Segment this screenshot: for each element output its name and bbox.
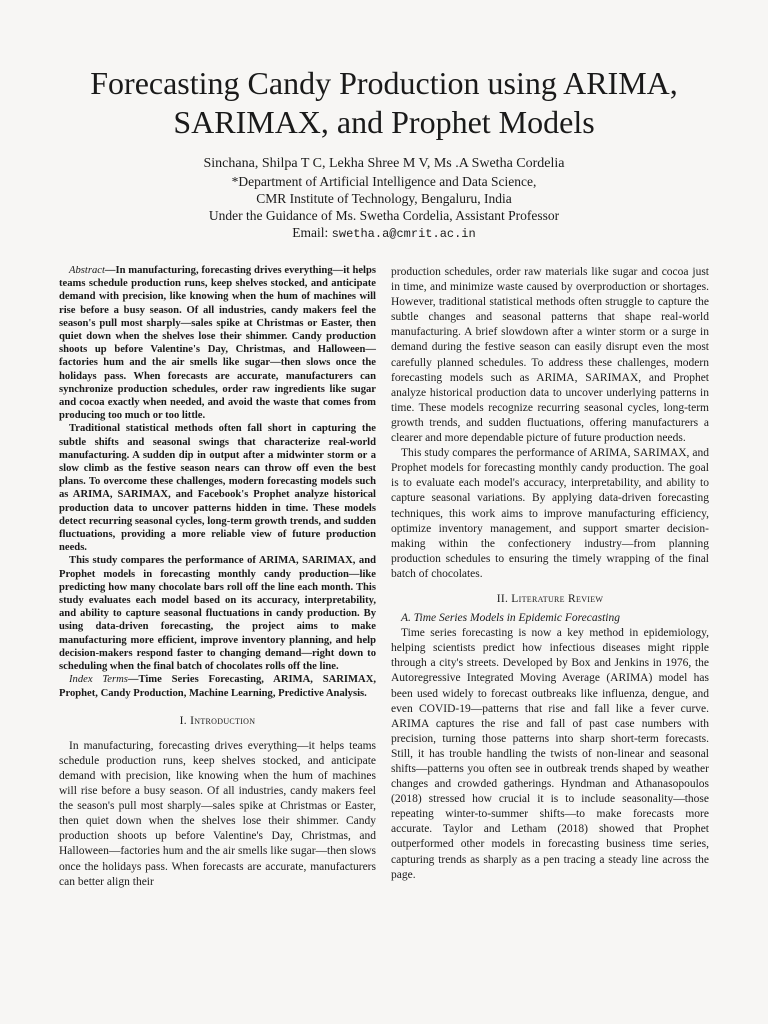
abstract-paragraph-3: This study compares the performance of ARIMA, SARIMAX, and Prophet models in forecasting monthly candy production—like predicting how many chocolate bars roll off the line each month. This study evaluates each model based on its accuracy, interpretability, and ability to capture seasonal fluctuations in candy production. By using data-driven forecasting, the project aims to make manufacturing more efficient, improve inventory planning, and help decision-makers respond faster to changing demand—right down to scheduling when the final batch of chocolates rolls off the line.: [59, 555, 376, 673]
abstract-paragraph-2: Traditional statistical methods often fall short in capturing the subtle shifts and seasonal swings that characterize real-world manufacturing. A sudden dip in output after a midwinter storm or a slow climb as the festive season nears can throw off even the best plans. To overcome these challenges, modern forecasting models such as ARIMA, SARIMAX, and Facebook's Prophet analyze historical production data to uncover patterns hidden in time. These models detect recurring seasonal cycles, long-term growth trends, and sudden fluctuations, providing a more reliable view of future production needs.: [59, 423, 376, 554]
introduction-paragraph-1: In manufacturing, forecasting drives everything—it helps teams schedule production runs, keep shelves stocked, and anticipate demand with precision, like knowing when the hum of machines will rise before a busy season. Of all industries, candy makers feel the season's pull most sharply—sales spike at Christmas or Easter, then quiet down when the shelves lose their shimmer. Candy production shoots up before Valentine's Day, Christmas, and Halloween—factories hum and the air smells like sugar—then slows once the holidays pass. When forecasts are accurate, manufacturers can better align their: [59, 739, 376, 888]
index-terms: Index Terms—Time Series Forecasting, ARIMA, SARIMAX, Prophet, Candy Production, Machine Learning, Predictive Analysis.: [59, 674, 376, 699]
introduction-heading: I. Introduction: [179, 714, 256, 727]
abstract: [59, 264, 376, 700]
index-terms-label: Index Terms: [69, 674, 128, 686]
introduction-study-paragraph: This study compares the performance of ARIMA, SARIMAX, and Prophet models for forecasting monthly candy production. The goal is to evaluate each model's accuracy, interpretability, and ability to capture seasonal variations. By applying data-driven forecasting techniques, this work aims to improve manufacturing efficiency, optimize inventory management, and support smarter decision-making within the confectionery industry—from planning production schedules to ensuring the timely wrapping of the final batch of chocolates.: [391, 447, 709, 580]
email-label: Email:: [292, 225, 332, 240]
affiliation-line-1: *Department of Artificial Intelligence and Data Science,: [231, 174, 537, 189]
title-line-2: SARIMAX, and Prophet Models: [173, 104, 595, 140]
abstract-paragraph-1: Abstract—In manufacturing, forecasting drives everything—it helps teams schedule production runs, keep shelves stocked, and anticipate demand with precision, like knowing when the hum of machines will rise before a busy season. Of all industries, candy makers feel the season's pull most sharply—sales spike at Christmas or Easter, then quiet down when the shelves lose their shimmer. Candy production shoots up before Valentine's Day, Christmas, and Halloween—factories hum and the air smells like sugar—then slows once the holidays pass. When forecasts are accurate, manufacturers can synchronize production schedules, order raw ingredients like sugar and cocoa exactly when needed, and avoid the waste that comes from producing too much or too little.: [59, 265, 376, 422]
email-address[interactable]: swetha.a@cmrit.ac.in: [331, 227, 476, 241]
guidance-line: Under the Guidance of Ms. Swetha Cordelia, Assistant Professor: [208, 208, 560, 223]
right-column: [391, 265, 709, 1014]
author-block: [40, 155, 728, 243]
title-line-1: Forecasting Candy Production using ARIMA,: [90, 65, 678, 101]
left-column: [59, 264, 376, 1014]
author-names: Sinchana, Shilpa T C, Lekha Shree M V, Ms .A Swetha Cordelia: [203, 156, 565, 171]
literature-review-heading: II. Literature Review: [496, 592, 604, 605]
literature-paragraph-1: Time series forecasting is now a key method in epidemiology, helping scientists predict how infectious diseases might ripple through a city's streets. Developed by Box and Jenkins in 1976, the Autoregressive Integrated Moving Average (ARIMA) model has been used widely to forecast outbreaks like influenza, dengue, and even COVID-19—patterns that rise and fall like a fever curve. ARIMA captures the rise and fall of past case numbers with precision, turning those patterns into sharp short-term forecasts. Still, it has trouble handling the twists of non-linear and seasonal shifts—patterns you often see in outbreak trends shaped by weather changes and crowded gatherings. Hyndman and Athanasopoulos (2018) stressed how crucial it is to include seasonality—those repeating winter-to-summer shifts—to make forecasts more accurate. Taylor and Letham (2018) showed that Prophet outperformed other models in forecasting business time series, capturing trends as sharply as a pen tracing a steady line across the page.: [391, 627, 709, 881]
affiliation-line-2: CMR Institute of Technology, Bengaluru, India: [256, 191, 512, 206]
abstract-label: Abstract: [69, 265, 105, 276]
introduction-continuation: production schedules, order raw materials like sugar and cocoa just in time, and minimize waste caused by overproduction or shortages. However, traditional statistical methods often struggle to capture the subtle changes and seasonal patterns that shape real-world manufacturing. A brief slowdown after a winter storm or a surge in demand during the festive season can easily disrupt even the most carefully planned schedules. To address these challenges, modern forecasting models such as ARIMA, SARIMAX, and Prophet analyze historical production data to uncover underlying patterns in time. These models recognize recurring seasonal cycles, long-term growth trends, and sudden fluctuations, offering manufacturers a clearer and more dependable picture of future production needs.: [391, 266, 709, 445]
email-line: [40, 224, 728, 243]
literature-subheading: A. Time Series Models in Epidemic Forecasting: [401, 612, 620, 625]
paper-title: [40, 64, 728, 142]
